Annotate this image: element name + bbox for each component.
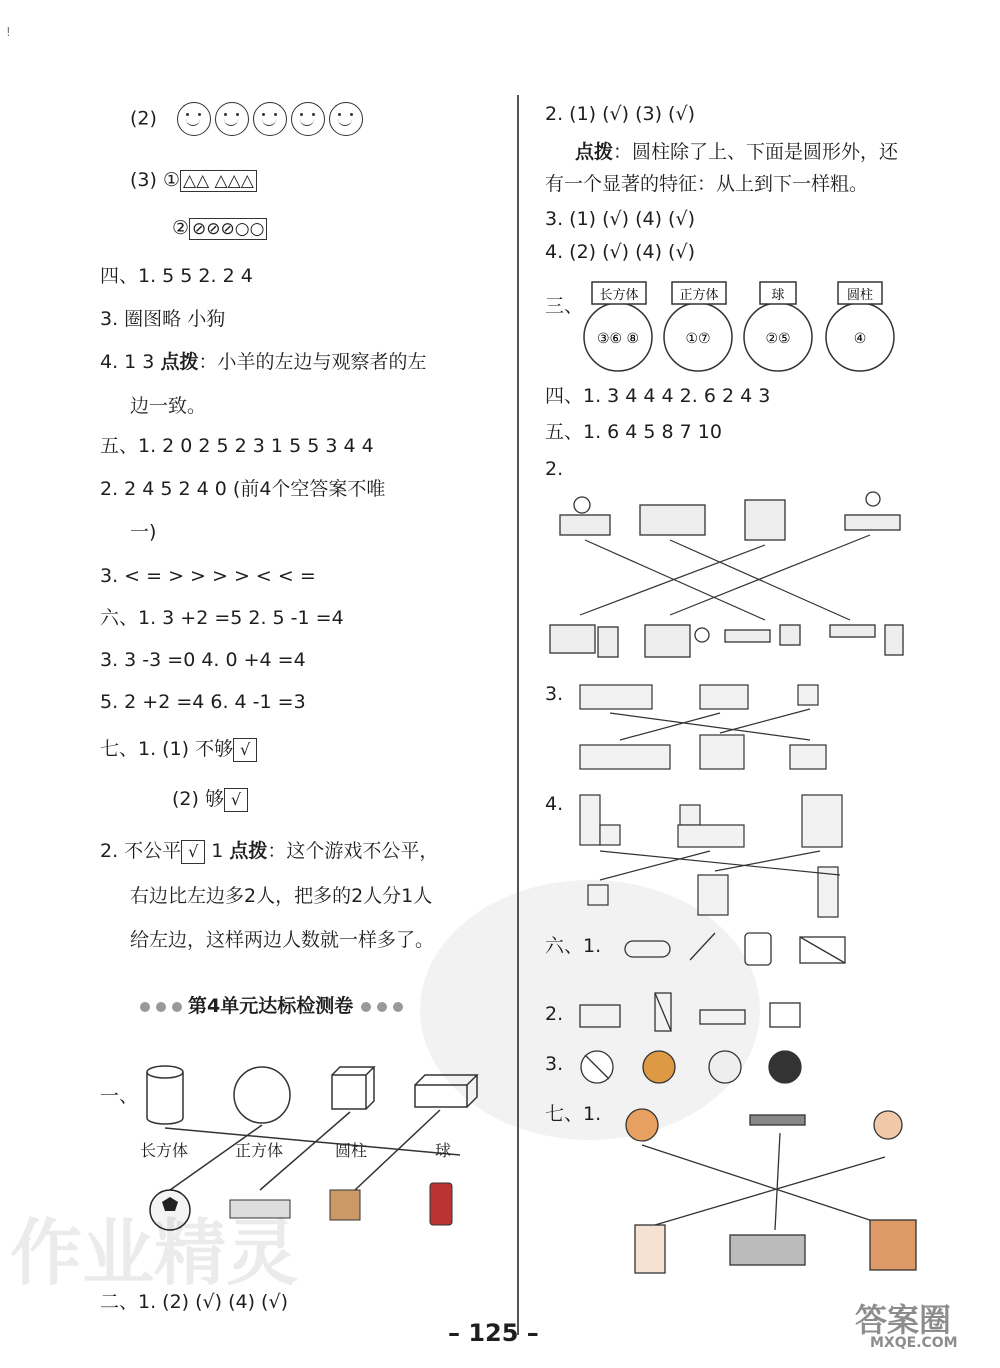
section-6-q1-figure xyxy=(620,925,860,973)
case-box-icon xyxy=(730,1235,805,1265)
flat-bar-icon xyxy=(700,1010,745,1024)
section-6-q2-figure xyxy=(575,985,815,1037)
section-7-line-1 xyxy=(100,735,257,763)
box-object-icon xyxy=(230,1200,290,1218)
smiley-icon xyxy=(215,102,249,136)
section-5-line-1: 五、1. 2 0 2 5 2 3 1 5 5 3 4 4 xyxy=(100,435,374,457)
section-6-q3-figure xyxy=(575,1045,815,1089)
section-7-q1-figure xyxy=(600,1095,930,1295)
right-section-5-q3: 3. xyxy=(545,683,564,705)
right-q2-tip-b: 有一个显著的特征：从上到下一样粗。 xyxy=(545,173,869,195)
s7-2-tip-text: ：这个游戏不公平， xyxy=(267,840,439,862)
smiley-faces xyxy=(177,102,367,136)
smiley-icon xyxy=(253,102,287,136)
sets-figure xyxy=(580,275,900,385)
item-l3-label: (3) ① xyxy=(130,169,180,191)
section-5-line-3: 3. < = > > > > < < = xyxy=(100,565,316,587)
item-l2 xyxy=(130,102,367,136)
section-7-line-2c: 给左边，这样两边人数就一样多了。 xyxy=(130,929,435,951)
tip-label: 点拨 xyxy=(575,141,614,163)
section-4-line-4 xyxy=(100,348,426,376)
section-7-line-1b xyxy=(172,785,248,813)
triangles-box: △△ △△△ xyxy=(180,170,257,192)
section-4-line-3: 3. 圈图略 小狗 xyxy=(100,308,226,330)
cube-shape xyxy=(332,1067,374,1109)
cuboid-shape xyxy=(415,1075,477,1107)
unit-title xyxy=(140,992,409,1020)
right-section-5: 五、1. 6 4 5 8 7 10 xyxy=(545,421,722,443)
section-4-line-1: 四、1. 5 5 2. 2 4 xyxy=(100,265,253,287)
right-q2-tip xyxy=(575,138,898,166)
s4-4-tip-text: ：小羊的左边与观察者的左 xyxy=(198,351,427,373)
s4-4-answer: 4. 1 3 xyxy=(100,351,161,373)
volleyball-icon xyxy=(709,1051,741,1083)
unit-title-text: 第4单元达标检测卷 xyxy=(188,995,354,1017)
set-members-cylinder: ④ xyxy=(853,331,867,347)
item-l3 xyxy=(130,166,257,194)
right-q4: 4. (2) (√) (4) (√) xyxy=(545,241,695,263)
s7-1b-text: (2) 够 xyxy=(172,788,224,810)
right-section-7-q1: 七、1. xyxy=(545,1103,602,1125)
cubes-matching-figure xyxy=(570,675,890,780)
unit-q1-label: 一、 xyxy=(100,1085,139,1107)
gift-box-tall-icon xyxy=(635,1225,665,1273)
set-label-cylinder: 圆柱 xyxy=(846,288,874,303)
check-box: √ xyxy=(224,788,248,812)
bullet-icon xyxy=(377,1002,387,1012)
right-section-5-q4: 4. xyxy=(545,793,564,815)
smiley-icon xyxy=(329,102,363,136)
name-cuboid: 长方体 xyxy=(140,1141,189,1160)
name-cube: 正方体 xyxy=(235,1141,284,1160)
item-l2-label: (2) xyxy=(130,107,157,130)
can-icon xyxy=(430,1183,452,1225)
gift-box-icon xyxy=(870,1220,916,1270)
set-members-cuboid: ③⑥ ⑧ xyxy=(596,331,640,347)
right-section-5-q2: 2. xyxy=(545,458,564,480)
set-label-cuboid: 长方体 xyxy=(599,288,639,303)
check-box: √ xyxy=(181,840,205,864)
circles-box: ⊘⊘⊘○○ xyxy=(189,218,267,240)
section-7-line-2 xyxy=(100,837,438,865)
page-number: – 125 – xyxy=(448,1319,539,1347)
name-cylinder: 圆柱 xyxy=(335,1141,368,1160)
bullet-icon xyxy=(393,1002,403,1012)
right-section-3-label: 三、 xyxy=(545,295,584,317)
basketball-icon xyxy=(643,1051,675,1083)
section-6-line-5: 5. 2 +2 =4 6. 4 -1 =3 xyxy=(100,691,306,713)
smiley-icon xyxy=(177,102,211,136)
cuboid-icon xyxy=(580,1005,620,1027)
cylinder-body xyxy=(147,1072,183,1124)
set-members-sphere: ②⑤ xyxy=(765,331,791,347)
can-icon xyxy=(745,933,771,965)
bullet-icon xyxy=(140,1002,150,1012)
watermark-url: MXQE.COM xyxy=(870,1335,958,1351)
right-q2-tip-text: ：圆柱除了上、下面是圆形外，还 xyxy=(613,141,899,163)
watermark-right: 答案圈 xyxy=(855,1301,952,1339)
right-section-4: 四、1. 3 4 4 4 2. 6 2 4 3 xyxy=(545,385,771,407)
right-section-6-q2: 2. xyxy=(545,1003,564,1025)
smiley-icon xyxy=(291,102,325,136)
stacks-matching-figure xyxy=(570,785,890,925)
tip-label: 点拨 xyxy=(160,351,199,373)
watermark-left: 作业精灵 xyxy=(10,1211,299,1295)
basketball-icon xyxy=(626,1109,658,1141)
bullet-icon xyxy=(172,1002,182,1012)
item-l3b-label: ② xyxy=(172,217,190,239)
name-sphere: 球 xyxy=(435,1141,452,1160)
bullet-icon xyxy=(156,1002,166,1012)
set-label-sphere: 球 xyxy=(771,288,785,303)
set-members-cube: ①⑦ xyxy=(685,331,711,347)
section-5-line-2b: 一) xyxy=(130,521,157,543)
football-icon xyxy=(769,1051,801,1083)
section-6-line-1: 六、1. 3 +2 =5 2. 5 -1 =4 xyxy=(100,607,344,629)
column-divider xyxy=(517,95,519,1335)
section-6-line-3: 3. 3 -3 =0 4. 0 +4 =4 xyxy=(100,649,306,671)
section-7-line-2b: 右边比左边多2人，把多的2人分1人 xyxy=(130,885,433,907)
sphere-shape xyxy=(234,1067,290,1123)
cylinder-shape xyxy=(147,1066,183,1078)
unit-q2-line: 二、1. (2) (√) (4) (√) xyxy=(100,1291,288,1313)
edge-mark: ! xyxy=(6,25,11,39)
pen-icon xyxy=(750,1115,805,1125)
unit-q1-figure xyxy=(130,1050,500,1240)
right-q2: 2. (1) (√) (3) (√) xyxy=(545,103,695,125)
set-label-cube: 正方体 xyxy=(679,288,719,303)
right-section-6-q1: 六、1. xyxy=(545,935,602,957)
stick-icon xyxy=(690,933,715,960)
rubik-cube-icon xyxy=(330,1190,360,1220)
section-4-line-4b: 边一致。 xyxy=(130,395,207,417)
right-section-6-q3: 3. xyxy=(545,1053,564,1075)
box-icon xyxy=(770,1003,800,1027)
check-box: √ xyxy=(233,738,257,762)
s7-2-answer: 1 xyxy=(205,840,230,862)
s7-1-text: 七、1. (1) 不够 xyxy=(100,738,234,760)
section-5-line-2: 2. 2 4 5 2 4 0 (前4个空答案不唯 xyxy=(100,478,386,500)
bullet-icon xyxy=(361,1002,371,1012)
s7-2-text: 2. 不公平 xyxy=(100,840,182,862)
cylinder-lying-icon xyxy=(625,941,670,957)
doll-icon xyxy=(874,1111,902,1139)
tip-label: 点拨 xyxy=(229,840,268,862)
item-l3b xyxy=(172,214,267,242)
right-q3: 3. (1) (√) (4) (√) xyxy=(545,208,695,230)
blocks-matching-figure xyxy=(540,485,920,670)
